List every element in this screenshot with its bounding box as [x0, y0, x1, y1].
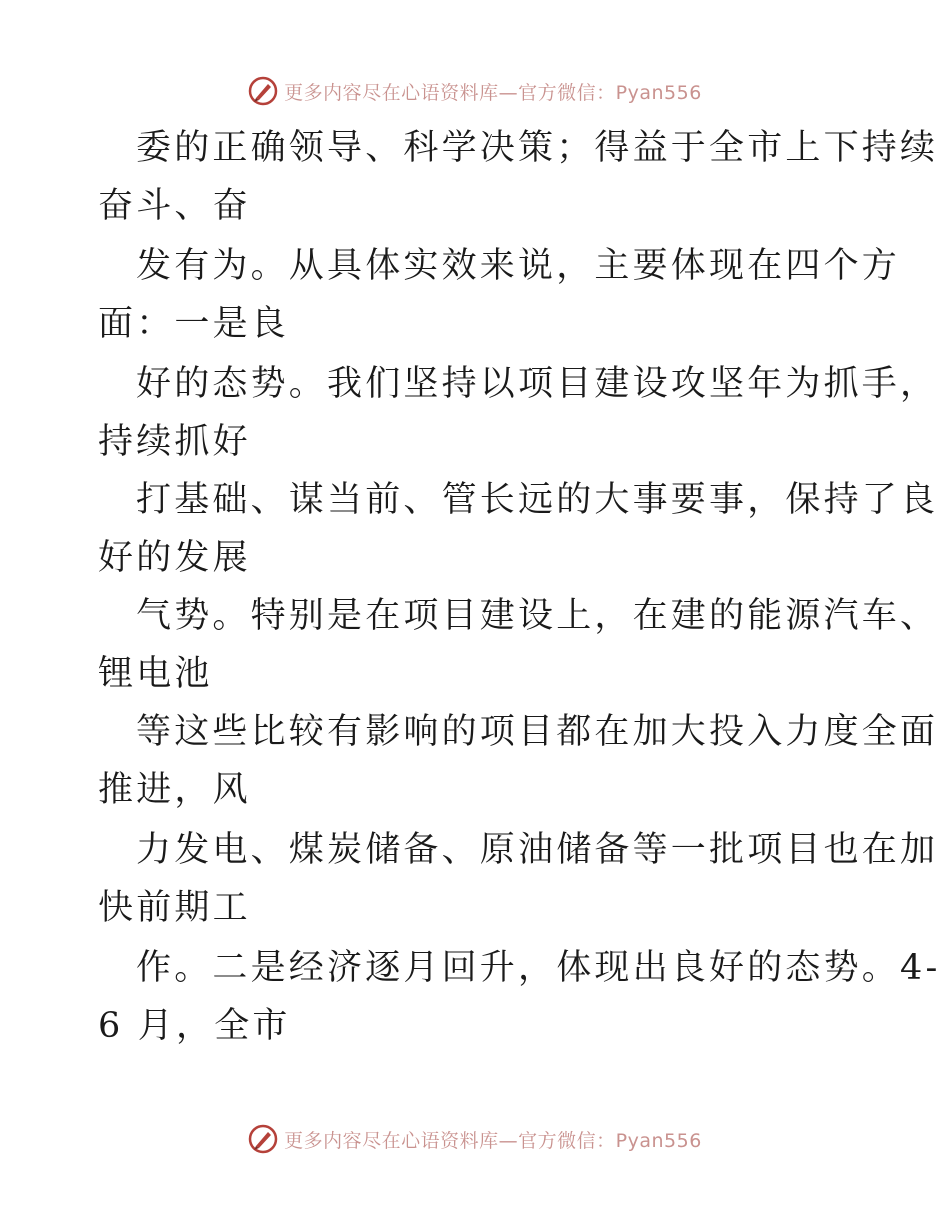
- text-line: 等这些比较有影响的项目都在加大投入力度全面: [136, 712, 939, 752]
- footer-watermark: [0, 1122, 950, 1156]
- text-line: 持续抓好: [98, 422, 251, 462]
- text-line: 发有为。从具体实效来说，主要体现在四个方: [136, 246, 901, 286]
- watermark-text: 更多内容尽在心语资料库—官方微信：Pyan556: [284, 81, 702, 104]
- text-line: 好的发展: [98, 538, 251, 578]
- text-line: 快前期工: [98, 888, 251, 928]
- watermark-text: 更多内容尽在心语资料库—官方微信：Pyan556: [284, 1129, 702, 1152]
- pen-logo-icon: [248, 1124, 278, 1154]
- text-line: 好的态势。我们坚持以项目建设攻坚年为抓手，: [136, 364, 939, 404]
- text-line: 作。二是经济逐月回升，体现出良好的态势。4-: [136, 948, 941, 988]
- text-line: 委的正确领导、科学决策；得益于全市上下持续: [136, 128, 939, 168]
- text-line: 推进，风: [98, 770, 251, 810]
- pen-logo-icon: [248, 76, 278, 106]
- header-watermark: [0, 74, 950, 108]
- text-line: 面：一是良: [98, 304, 290, 344]
- text-line: 6 月，全市: [98, 1006, 291, 1046]
- text-line: 打基础、谋当前、管长远的大事要事，保持了良: [136, 480, 939, 520]
- text-line: 力发电、煤炭储备、原油储备等一批项目也在加: [136, 830, 939, 870]
- text-line: 锂电池: [98, 654, 213, 694]
- text-line: 奋斗、奋: [98, 186, 251, 226]
- text-line: 气势。特别是在项目建设上，在建的能源汽车、: [136, 596, 939, 636]
